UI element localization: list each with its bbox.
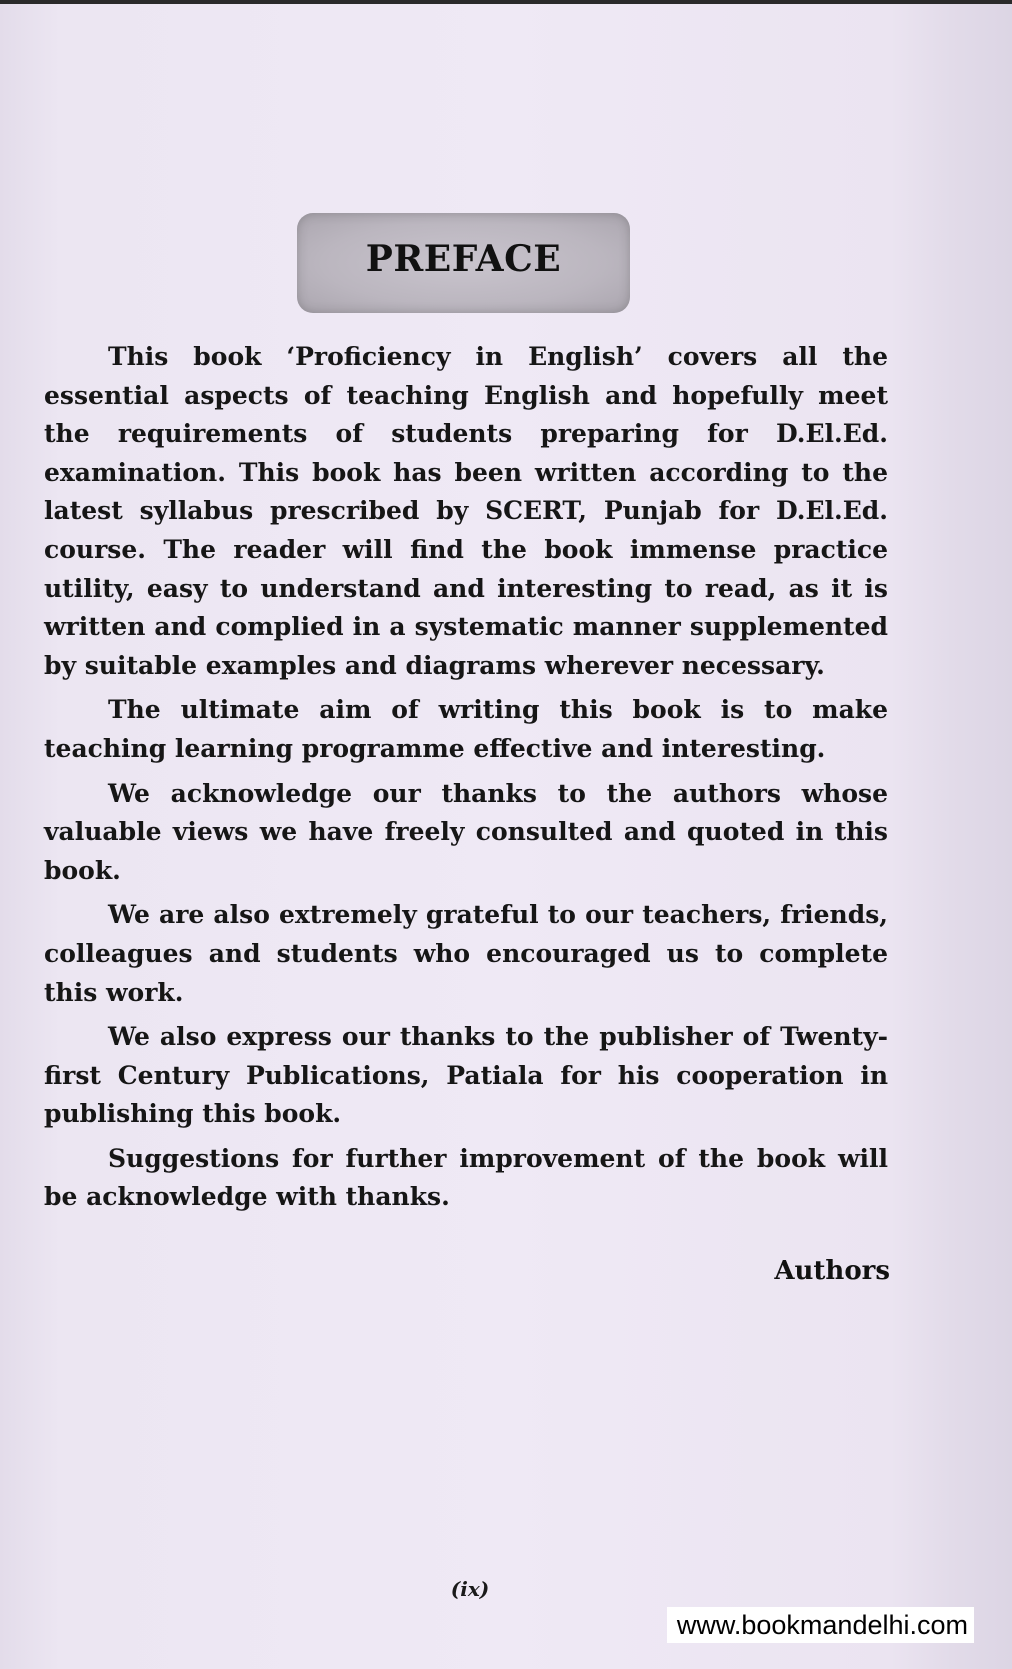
page-title: PREFACE bbox=[365, 238, 562, 280]
paragraph-suggestions: Suggestions for further improvement of the book will be acknowledge with thanks. bbox=[44, 1143, 888, 1212]
watermark-url: www.bookmandelhi.com bbox=[667, 1607, 974, 1643]
paragraph-acknowledge-authors: We acknowledge our thanks to the authors whose valuable views we have freely consulted and quoted in this book. bbox=[44, 778, 888, 885]
paragraph-publisher-thanks: We also express our thanks to the publisher of Twenty-first Century Publications, Patiala for his cooperation in publishing this book. bbox=[44, 1022, 888, 1129]
signature-authors: Authors bbox=[774, 1256, 890, 1286]
preface-body bbox=[44, 338, 888, 1223]
paragraph-aim: The ultimate aim of writing this book is to make teaching learning programme effective and interesting. bbox=[44, 695, 888, 763]
paragraph-intro: This book ‘Proficiency in English’ covers all the essential aspects of teaching English and hopefully meet the requirements of students preparing for D.El.Ed. examination. This book has been written according to the latest syllabus prescribed by SCERT, Punjab for D.El.Ed. course. The reader will find the book immense practice utility, easy to understand and interesting to read, as it is written and complied in a systematic manner supplemented by suitable examples and diagrams wherever necessary. bbox=[44, 342, 888, 680]
page-number: (ix) bbox=[450, 1577, 490, 1601]
paragraph-gratitude: We are also extremely grateful to our teachers, friends, colleagues and students who encouraged us to complete this work. bbox=[44, 900, 888, 1007]
page-top-edge bbox=[0, 0, 1012, 4]
